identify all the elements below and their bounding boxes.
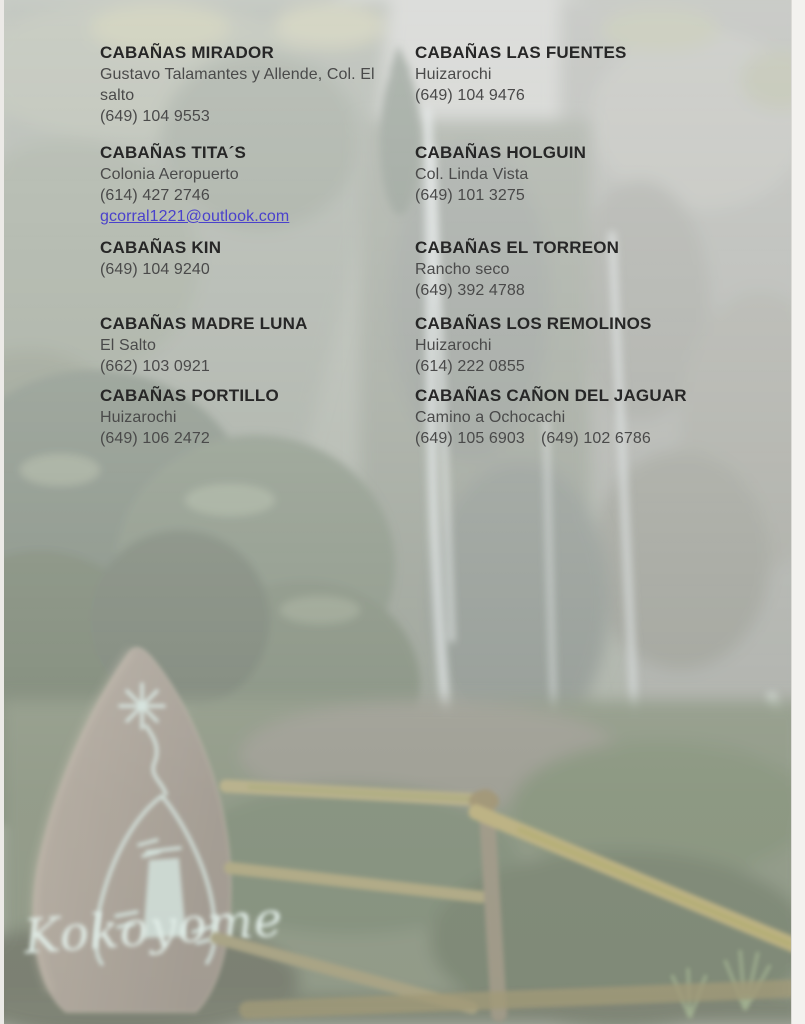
cabin-entry: [415, 142, 790, 237]
cabin-name: CABAÑAS MIRADOR: [100, 43, 274, 62]
cabin-location: Colonia Aeropuerto: [100, 166, 239, 183]
cabin-name: CABAÑAS PORTILLO: [100, 386, 279, 405]
cabin-entry: [100, 313, 415, 385]
cabin-location: Camino a Ochocachi: [415, 409, 566, 426]
cabin-name: CABAÑAS MADRE LUNA: [100, 314, 308, 333]
cabin-phone: [100, 185, 400, 206]
cabin-phone: [415, 428, 715, 449]
cabin-entry: [100, 42, 415, 142]
cabin-entry: [415, 385, 790, 449]
phone-number: (649) 106 2472: [100, 430, 210, 447]
cabin-phone: [100, 356, 400, 377]
phone-number: (649) 392 4788: [415, 282, 525, 299]
cabin-entry: [415, 313, 790, 385]
cabin-name: CABAÑAS HOLGUIN: [415, 143, 587, 162]
cabins-directory: [100, 42, 790, 449]
phone-number: (649) 104 9476: [415, 87, 525, 104]
cabin-name: CABAÑAS LOS REMOLINOS: [415, 314, 652, 333]
cabin-phone: [100, 428, 400, 449]
cabin-entry: [100, 142, 415, 237]
cabin-entry: [415, 42, 790, 142]
cabin-phone: [415, 280, 715, 301]
cabin-phone: [415, 356, 715, 377]
cabin-entry: [415, 237, 790, 313]
cabin-location: Huizarochi: [415, 337, 492, 354]
cabin-name: CABAÑAS CAÑON DEL JAGUAR: [415, 386, 687, 405]
phone-number: (649) 104 9553: [100, 108, 210, 125]
cabin-location: Huizarochi: [100, 409, 177, 426]
phone-number: (649) 101 3275: [415, 187, 525, 204]
cabin-location: Rancho seco: [415, 261, 510, 278]
cabin-entry: [100, 237, 415, 313]
cabin-location: Col. Linda Vista: [415, 166, 529, 183]
cabin-name: CABAÑAS TITA´S: [100, 143, 247, 162]
cabin-name: CABAÑAS KIN: [100, 238, 222, 257]
cabin-location: El Salto: [100, 337, 156, 354]
cabin-entry: [100, 385, 415, 449]
cabin-location: Gustavo Talamantes y Allende, Col. El salto: [100, 66, 375, 104]
cabin-phone: [415, 185, 715, 206]
phone-number: (614) 222 0855: [415, 358, 525, 375]
cabin-location: Huizarochi: [415, 66, 492, 83]
phone-number: (649) 105 6903: [415, 430, 525, 447]
phone-number: (614) 427 2746: [100, 187, 210, 204]
cabin-phone: [415, 85, 715, 106]
cabin-email-link[interactable]: gcorral1221@outlook.com: [100, 208, 290, 225]
cabin-phone: [100, 259, 400, 280]
phone-number-secondary: (649) 102 6786: [540, 430, 651, 447]
cabin-phone: [100, 106, 400, 127]
cabin-name: CABAÑAS EL TORREON: [415, 238, 620, 257]
phone-number: (662) 103 0921: [100, 358, 210, 375]
cabin-name: CABAÑAS LAS FUENTES: [415, 43, 627, 62]
phone-number: (649) 104 9240: [100, 261, 210, 278]
